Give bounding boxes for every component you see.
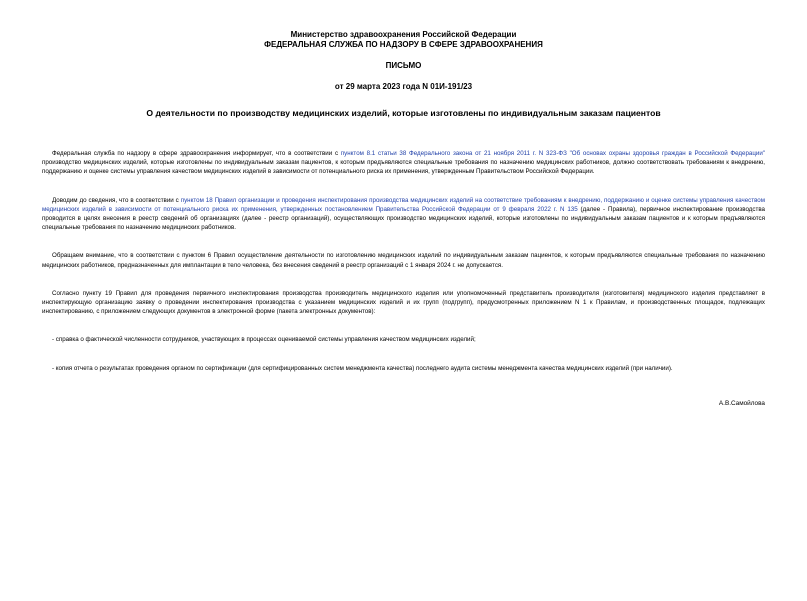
paragraph-1-text-b: производство медицинских изделий, которые изготовлены по индивидуальным заказам пациентов, к которым предъявляются специальные требования по назначению медицинских работников, должно соответствовать требованиям к внедрению, поддержанию и оценке системы управления качеством медицинских изделий в зависимости от потенциального риска их применения, утвержденным Правительством Российской Федерации.: [42, 159, 765, 176]
paragraph-2-text-a: Доводим до сведения, что в соответствии с: [52, 196, 181, 204]
paragraph-5: - справка о фактической численности сотрудников, участвующих в процессах оцениваемой системы управления качеством медицинских изделий;: [52, 336, 476, 344]
inspection-rules-link[interactable]: пунктом 18 Правил организации и проведения инспектирования производства медицинских изделий на соответствие требованиям к внедрению, поддержанию и оценке системы управления качеством медицинских изделий в зависимости от потенциального риска их применения, утвержденных постановлением Правительства Российской Федерации от 9 февраля 2022 г. N 135: [42, 196, 766, 213]
document-subject: О деятельности по производству медицинских изделий, которые изготовлены по индивидуальным заказам пациентов: [146, 108, 661, 118]
paragraph-1: [42, 149, 765, 177]
document-body: [42, 149, 765, 373]
ministry-title: Министерство здравоохранения Российской Федерации: [290, 30, 517, 39]
service-title: ФЕДЕРАЛЬНАЯ СЛУЖБА ПО НАДЗОРУ В СФЕРЕ ЗДРАВООХРАНЕНИЯ: [264, 40, 543, 49]
paragraph-4: Согласно пункту 19 Правил для проведения первичного инспектирования производства производитель медицинского изделия или уполномоченный представитель производителя (изготовителя) медицинского изделия представляет в инспектирующую организацию заявку о проведении инспектирования производства с указанием медицинских изделий и их групп (подгрупп), предусмотренных приложением N 1 к Правилам, и производственных площадок, подлежащих инспектированию, с приложением следующих документов в электронной форме (пакета электронных документов):: [42, 289, 765, 316]
paragraph-6: - копия отчета о результатах проведения органом по сертификации (для сертифицированных систем менеджмента качества) последнего аудита системы менеджмента качества медицинских изделий (при наличии).: [52, 364, 673, 372]
document-type: ПИСЬМО: [385, 61, 422, 70]
law-article-link[interactable]: пунктом 8.1 статьи 38 Федерального закона от 21 ноября 2011 г. N 323-ФЗ "Об основах охраны здоровья граждан в Российской Федерации": [340, 150, 765, 157]
document-page: [0, 30, 807, 601]
paragraph-1-text-a: Федеральная служба по надзору в сфере здравоохранения информирует, что в соответствии с: [52, 150, 341, 157]
paragraph-2-text-b: (далее - Правила), первичное инспектирование производства проводится в целях внесения в реестр сведений об организациях (далее - реестр организаций), осуществляющих производство медицинских изделий, которые изготовлены по индивидуальным заказам пациентов и к которым предъявляются специальные требования по назначению медицинских работников.: [42, 205, 765, 232]
signature: А.В.Самойлова: [718, 399, 765, 407]
paragraph-2: [42, 196, 765, 233]
paragraph-3: Обращаем внимание, что в соответствии с пунктом 6 Правил осуществление деятельности по изготовлению медицинских изделий по индивидуальным заказам пациентов, к которым предъявляются специальные требования по назначению медицинских работников, предназначенных для имплантации в тело человека, без внесения сведений в реестр организаций с 1 января 2024 г. не допускается.: [42, 252, 765, 269]
document-date-number: от 29 марта 2023 года N 01И-191/23: [334, 82, 473, 91]
